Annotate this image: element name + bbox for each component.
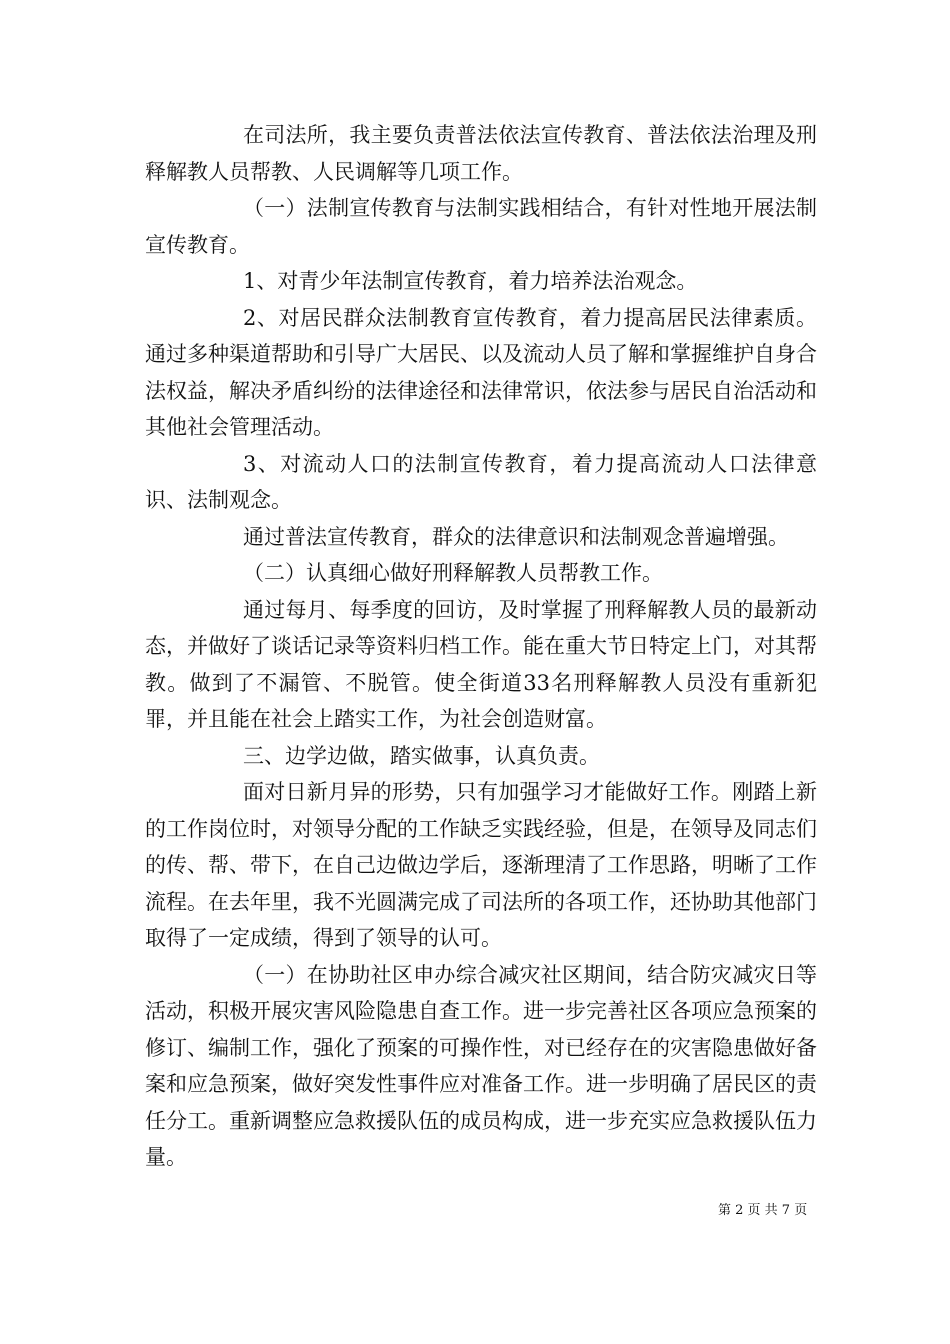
page-number: 第 2 页 共 7 页 bbox=[718, 1203, 808, 1218]
paragraph-11: （一）在协助社区申办综合减灾社区期间，结合防灾减灾日等活动，积极开展灾害风险隐患自查工作。进一步完善社区各项应急预案的修订、编制工作，强化了预案的可操作性，对已经存在的灾害隐患做好备案和应急预案，做好突发性事件应对准备工作。进一步明确了居民区的责任分工。重新调整应急救援队伍的成员构成，进一步充实应急救援队伍力量。 bbox=[145, 962, 817, 1169]
document-body bbox=[145, 117, 817, 1176]
paragraph-7: （二）认真细心做好刑释解教人员帮教工作。 bbox=[243, 561, 663, 585]
paragraph-1: 在司法所，我主要负责普法依法宣传教育、普法依法治理及刑释解教人员帮教、人民调解等几项工作。 bbox=[145, 123, 817, 184]
paragraph-5: 3、对流动人口的法制宣传教育，着力提高流动人口法律意识、法制观念。 bbox=[145, 451, 817, 512]
paragraph-6: 通过普法宣传教育，群众的法律意识和法制观念普遍增强。 bbox=[243, 524, 789, 549]
paragraph-4: 2、对居民群众法制教育宣传教育，着力提高居民法律素质。通过多种渠道帮助和引导广大居民、以及流动人员了解和掌握维护自身合法权益，解决矛盾纠纷的法律途径和法律常识，依法参与居民自治活动和其他社会管理活动。 bbox=[145, 305, 817, 439]
paragraph-3: 1、对青少年法制宣传教育，着力培养法治观念。 bbox=[243, 269, 698, 293]
paragraph-2: （一）法制宣传教育与法制实践相结合，有针对性地开展法制宣传教育。 bbox=[145, 196, 817, 257]
paragraph-8: 通过每月、每季度的回访，及时掌握了刑释解教人员的最新动态，并做好了谈话记录等资料归档工作。能在重大节日特定上门，对其帮教。做到了不漏管、不脱管。使全街道33名刑释解教人员没有重新犯罪，并且能在社会上踏实工作，为社会创造财富。 bbox=[145, 597, 817, 731]
paragraph-9: 三、边学边做，踏实做事，认真负责。 bbox=[243, 743, 600, 768]
paragraph-10: 面对日新月异的形势，只有加强学习才能做好工作。刚踏上新的工作岗位时，对领导分配的工作缺乏实践经验，但是，在领导及同志们的传、帮、带下，在自己边做边学后，逐渐理清了工作思路，明晰了工作流程。在去年里，我不光圆满完成了司法所的各项工作，还协助其他部门取得了一定成绩，得到了领导的认可。 bbox=[145, 780, 817, 950]
